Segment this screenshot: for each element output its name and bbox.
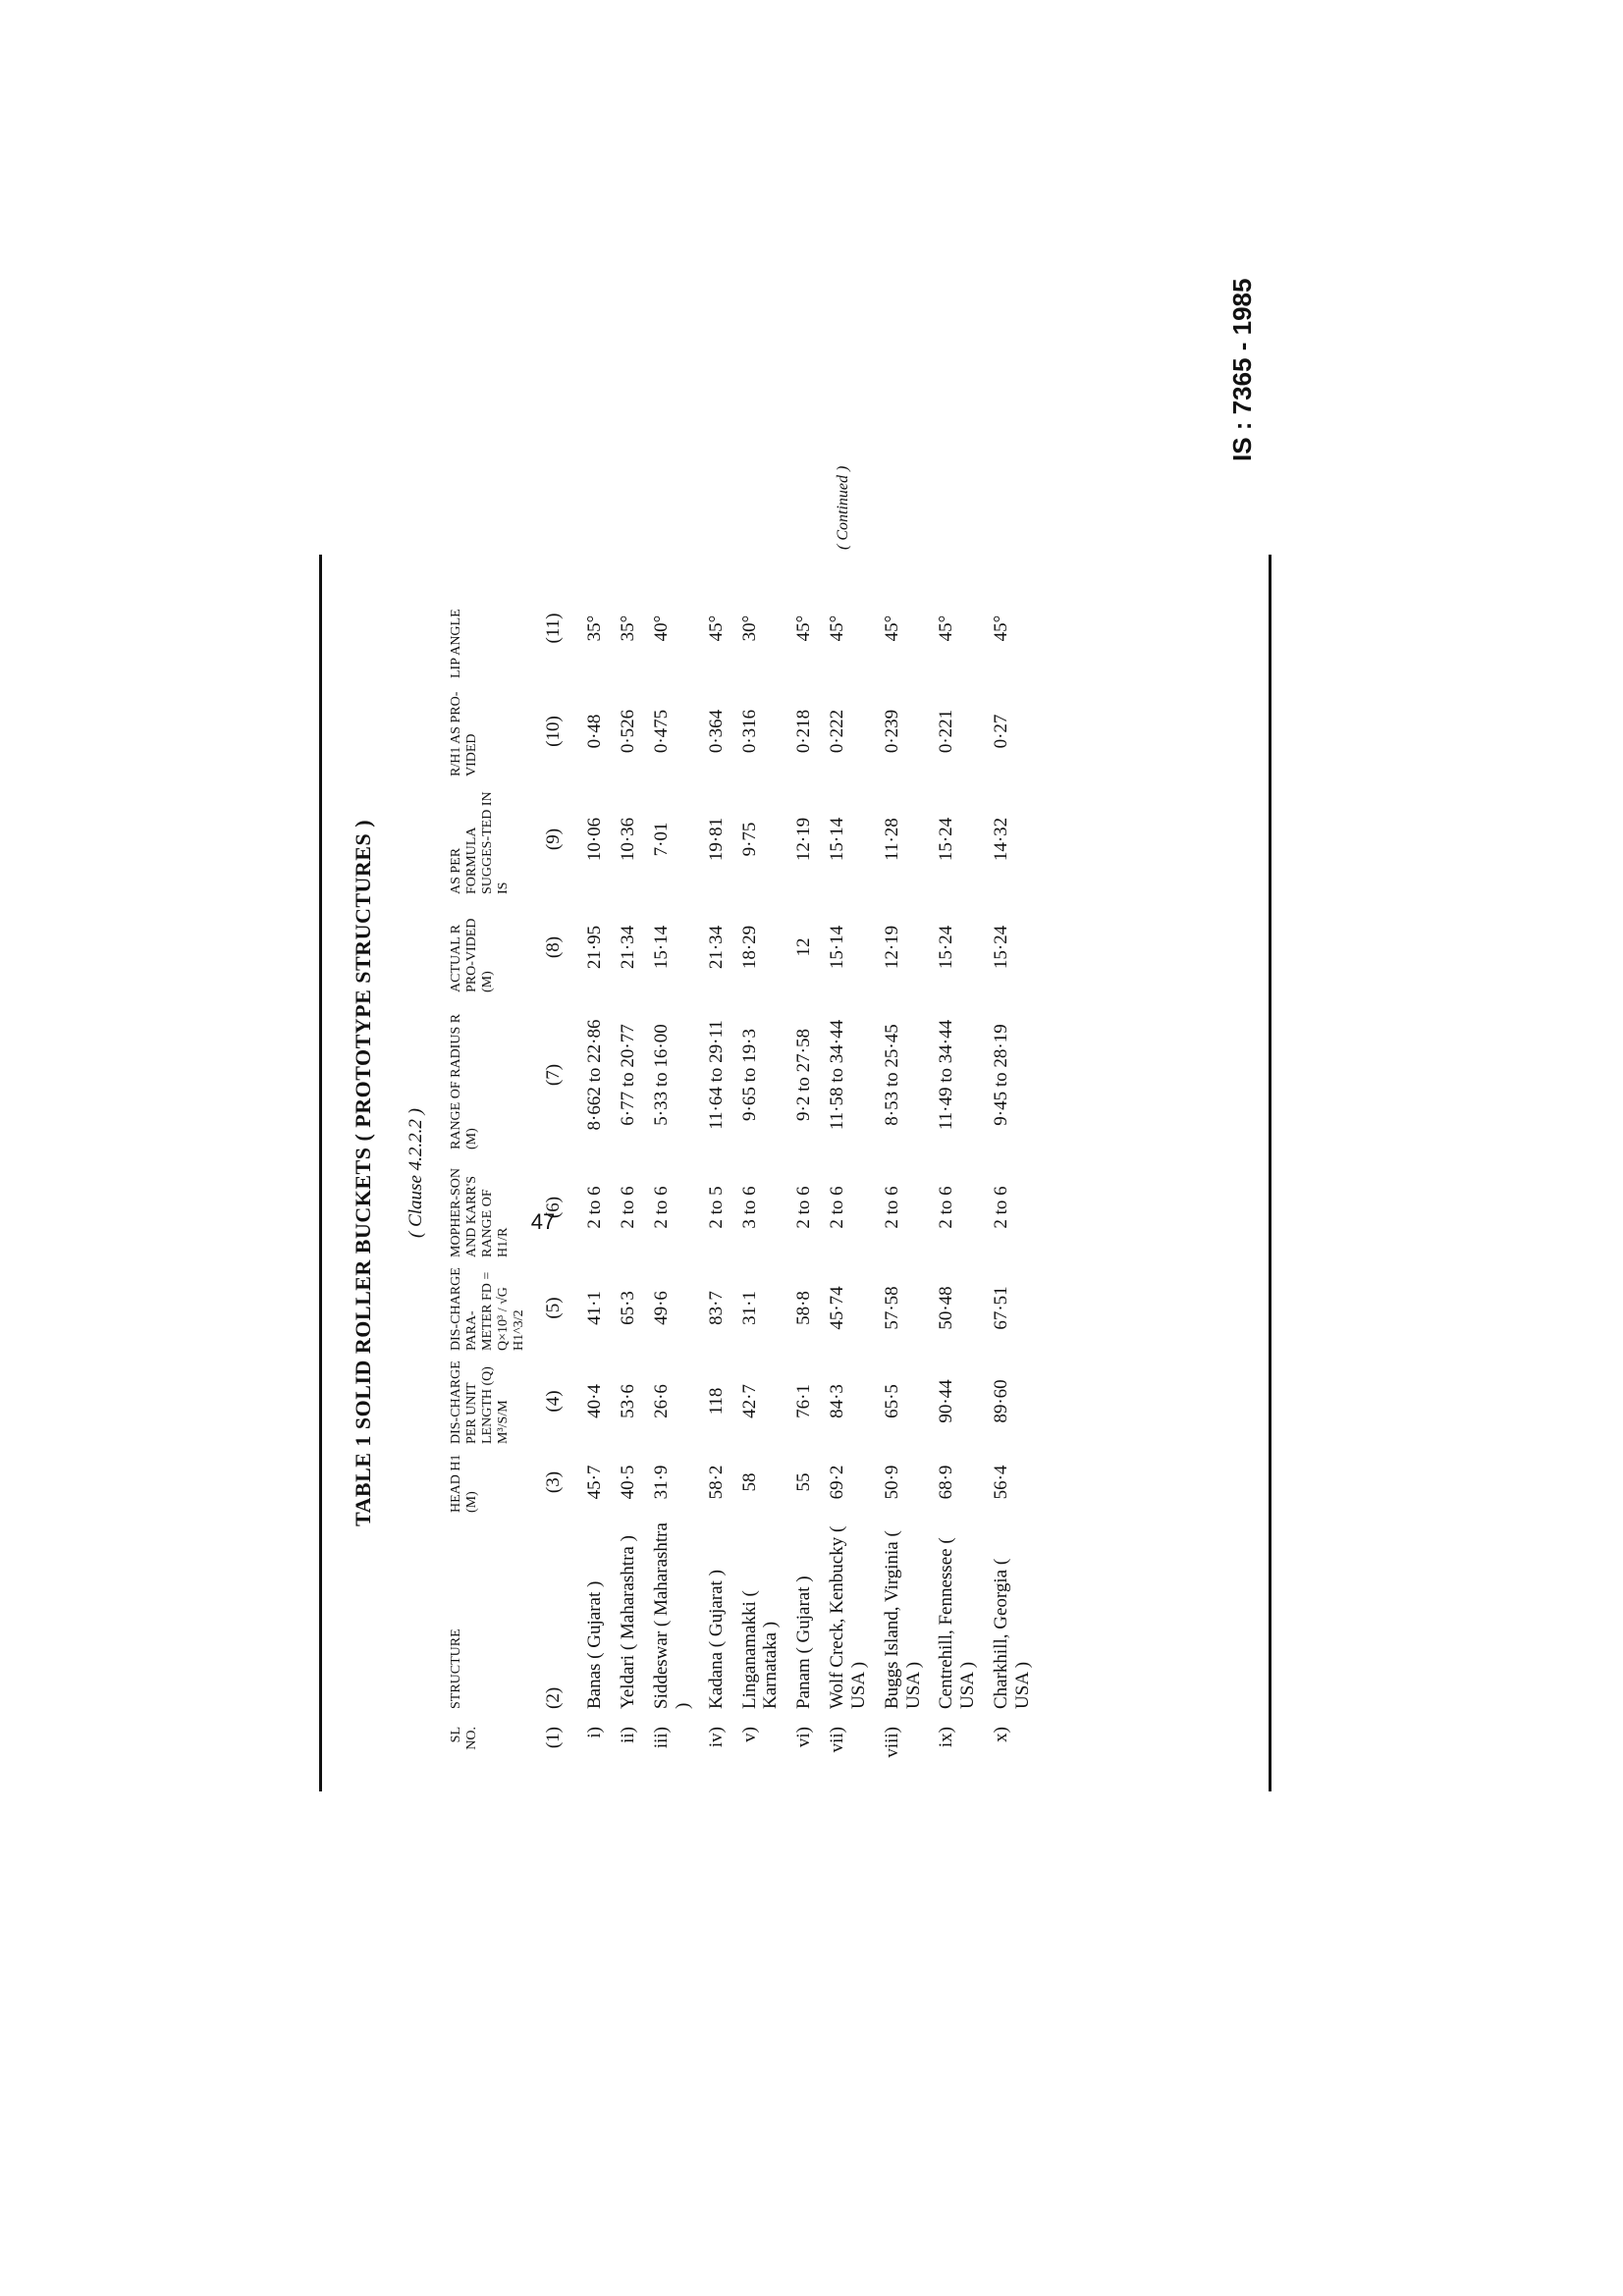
column-header: MOPHER-SON AND KARR'S RANGE OF H1/R <box>449 1167 512 1257</box>
table-row <box>787 574 821 1772</box>
column-header: STRUCTURE <box>449 1629 463 1709</box>
serial-number: vii) <box>827 1727 848 1753</box>
column-number: (7) <box>543 1063 565 1087</box>
rh-ratio: 0·526 <box>618 709 639 754</box>
column-header: R/H1 AS PRO-VIDED <box>449 691 480 776</box>
radius-range: 5·33 to 16·00 <box>651 1024 672 1126</box>
page-number: 47 <box>530 1209 556 1234</box>
actual-radius: 15·14 <box>651 925 672 970</box>
head-value: 50·9 <box>881 1465 902 1500</box>
serial-number: x) <box>991 1727 1012 1742</box>
top-rule <box>319 555 322 1791</box>
table-header <box>447 574 578 1772</box>
column-number-row <box>529 574 578 1772</box>
formula-radius: 12·19 <box>793 817 815 862</box>
formula-radius: 10·06 <box>584 817 606 862</box>
rh-ratio: 0·239 <box>881 709 902 754</box>
formula-radius: 15·24 <box>936 817 957 862</box>
lip-angle: 45° <box>991 614 1012 642</box>
column-header: ACTUAL R PRO-VIDED (M) <box>449 918 496 992</box>
structure-name: Kadana ( Gujarat ) <box>705 1570 727 1709</box>
table-row <box>612 574 645 1772</box>
column-number: (2) <box>543 1686 565 1709</box>
column-number: (6) <box>543 1196 565 1219</box>
discharge-parameter: 41·1 <box>584 1291 606 1325</box>
rh-ratio: 0·27 <box>991 714 1012 749</box>
head-value: 68·9 <box>936 1465 957 1500</box>
karr-range: 2 to 6 <box>651 1186 672 1229</box>
column-header: AS PER FORMULA SUGGES-TED IN IS <box>449 791 512 894</box>
discharge-parameter: 57·58 <box>881 1286 902 1330</box>
karr-range: 2 to 6 <box>618 1186 639 1229</box>
serial-number: viii) <box>881 1727 902 1758</box>
table-title: TABLE 1 SOLID ROLLER BUCKETS ( PROTOTYPE STRUCTURES ) <box>351 819 375 1527</box>
radius-range: 11·58 to 34·44 <box>827 1019 848 1131</box>
karr-range: 2 to 6 <box>584 1186 606 1229</box>
actual-radius: 15·24 <box>936 925 957 970</box>
continued-note: ( Continued ) <box>835 465 851 550</box>
structure-name: Banas ( Gujarat ) <box>584 1580 606 1709</box>
actual-radius: 21·34 <box>618 925 639 970</box>
discharge-parameter: 83·7 <box>705 1291 727 1325</box>
discharge-parameter: 31·1 <box>738 1291 760 1325</box>
actual-radius: 15·14 <box>827 925 848 970</box>
table-row <box>733 574 788 1772</box>
structure-name: Yeldari ( Maharashtra ) <box>618 1535 639 1709</box>
karr-range: 2 to 6 <box>991 1186 1012 1229</box>
radius-range: 11·49 to 34·44 <box>936 1019 957 1131</box>
lip-angle: 45° <box>881 614 902 642</box>
table-row <box>930 574 985 1772</box>
column-number: (8) <box>543 935 565 959</box>
lip-angle: 30° <box>738 614 760 642</box>
actual-radius: 21·34 <box>705 925 727 970</box>
structure-name: Linganamakki ( Karnataka ) <box>738 1590 782 1709</box>
bottom-rule <box>1269 555 1271 1791</box>
discharge-parameter: 45·74 <box>827 1286 848 1330</box>
discharge-value: 53·6 <box>618 1384 639 1418</box>
head-value: 58·2 <box>705 1465 727 1500</box>
head-value: 40·5 <box>618 1465 639 1500</box>
column-number: (9) <box>543 828 565 851</box>
table-row <box>985 574 1040 1772</box>
lip-angle: 45° <box>827 614 848 642</box>
discharge-parameter: 67·51 <box>991 1286 1012 1330</box>
prototype-structures-table <box>447 574 1040 1772</box>
head-value: 69·2 <box>827 1465 848 1500</box>
column-header: SL NO. <box>449 1727 480 1750</box>
discharge-value: 118 <box>705 1387 727 1415</box>
radius-range: 9·65 to 19·3 <box>738 1029 760 1121</box>
head-value: 55 <box>793 1472 815 1492</box>
lip-angle: 45° <box>705 614 727 642</box>
formula-radius: 9·75 <box>738 822 760 857</box>
serial-number: iii) <box>651 1727 672 1749</box>
discharge-value: 42·7 <box>738 1384 760 1418</box>
column-header: RANGE OF RADIUS R (M) <box>449 1013 480 1149</box>
column-number: (1) <box>543 1727 565 1749</box>
karr-range: 3 to 6 <box>738 1186 760 1229</box>
actual-radius: 18·29 <box>738 925 760 970</box>
discharge-value: 65·5 <box>881 1384 902 1418</box>
karr-range: 2 to 6 <box>793 1186 815 1229</box>
radius-range: 9·2 to 27·58 <box>793 1029 815 1121</box>
column-number: (10) <box>543 716 565 747</box>
discharge-parameter: 58·8 <box>793 1291 815 1325</box>
rh-ratio: 0·222 <box>827 709 848 754</box>
radius-range: 6·77 to 20·77 <box>618 1024 639 1126</box>
lip-angle: 35° <box>618 614 639 642</box>
discharge-parameter: 65·3 <box>618 1291 639 1325</box>
serial-number: v) <box>738 1727 760 1742</box>
column-header: DIS-CHARGE PARA-METER FD = Q×10³ / √G H1^3/2 <box>449 1267 527 1351</box>
standard-number: IS : 7365 - 1985 <box>1227 278 1257 461</box>
rh-ratio: 0·48 <box>584 714 606 749</box>
lip-angle: 45° <box>936 614 957 642</box>
radius-range: 8·662 to 22·86 <box>584 1019 606 1131</box>
discharge-value: 84·3 <box>827 1384 848 1418</box>
column-number: (4) <box>543 1390 565 1413</box>
actual-radius: 12 <box>793 937 815 957</box>
structure-name: Panam ( Gujarat ) <box>793 1575 815 1709</box>
karr-range: 2 to 6 <box>881 1186 902 1229</box>
discharge-value: 90·44 <box>936 1379 957 1423</box>
head-value: 56·4 <box>991 1465 1012 1500</box>
formula-radius: 10·36 <box>618 817 639 862</box>
discharge-parameter: 49·6 <box>651 1291 672 1325</box>
header-row <box>447 574 529 1772</box>
formula-radius: 14·32 <box>991 817 1012 862</box>
karr-range: 2 to 5 <box>705 1186 727 1229</box>
discharge-parameter: 50·48 <box>936 1286 957 1330</box>
formula-radius: 11·28 <box>881 818 902 861</box>
actual-radius: 15·24 <box>991 925 1012 970</box>
column-header: HEAD H1 (M) <box>449 1454 480 1513</box>
column-number: (3) <box>543 1470 565 1494</box>
table-row <box>645 574 700 1772</box>
table-row <box>578 574 612 1772</box>
karr-range: 2 to 6 <box>827 1186 848 1229</box>
actual-radius: 12·19 <box>881 925 902 970</box>
clause-reference: ( Clause 4.2.2.2 ) <box>406 1108 426 1238</box>
head-value: 58 <box>738 1472 760 1492</box>
radius-range: 11·64 to 29·11 <box>705 1020 727 1130</box>
karr-range: 2 to 6 <box>936 1186 957 1229</box>
discharge-value: 40·4 <box>584 1384 606 1418</box>
serial-number: iv) <box>705 1727 727 1748</box>
lip-angle: 35° <box>584 614 606 642</box>
structure-name: Centrehill, Fennessee ( USA ) <box>936 1537 979 1709</box>
rh-ratio: 0·218 <box>793 709 815 754</box>
rh-ratio: 0·364 <box>705 709 727 754</box>
lip-angle: 40° <box>651 614 672 642</box>
serial-number: vi) <box>793 1727 815 1748</box>
formula-radius: 15·14 <box>827 817 848 862</box>
rh-ratio: 0·221 <box>936 709 957 754</box>
column-number: (11) <box>543 613 565 644</box>
rh-ratio: 0·316 <box>738 709 760 754</box>
formula-radius: 7·01 <box>651 822 672 857</box>
rotated-table-panel <box>319 555 1271 1791</box>
serial-number: i) <box>584 1727 606 1738</box>
radius-range: 9·45 to 28·19 <box>991 1024 1012 1126</box>
serial-number: ii) <box>618 1727 639 1743</box>
radius-range: 8·53 to 25·45 <box>881 1024 902 1126</box>
head-value: 45·7 <box>584 1465 606 1500</box>
lip-angle: 45° <box>793 614 815 642</box>
formula-radius: 19·81 <box>705 817 727 862</box>
serial-number: ix) <box>936 1727 957 1748</box>
table-row <box>821 574 876 1772</box>
column-header: LIP ANGLE <box>449 609 463 678</box>
table-body <box>578 574 1040 1772</box>
structure-name: Wolf Creck, Kenbucky ( USA ) <box>827 1525 869 1709</box>
table-row <box>876 574 931 1772</box>
rh-ratio: 0·475 <box>651 709 672 754</box>
structure-name: Siddeswar ( Maharashtra ) <box>651 1522 693 1709</box>
discharge-value: 76·1 <box>793 1384 815 1418</box>
actual-radius: 21·95 <box>584 925 606 970</box>
column-number: (5) <box>543 1297 565 1319</box>
discharge-value: 26·6 <box>651 1384 672 1418</box>
head-value: 31·9 <box>651 1465 672 1500</box>
structure-name: Charkhill, Georgia ( USA ) <box>991 1558 1033 1709</box>
discharge-value: 89·60 <box>991 1379 1012 1423</box>
table-row <box>700 574 733 1772</box>
structure-name: Buggs Island, Virginia ( USA ) <box>881 1530 924 1709</box>
column-header: DIS-CHARGE PER UNIT LENGTH (Q) M³/S/M <box>449 1361 512 1444</box>
